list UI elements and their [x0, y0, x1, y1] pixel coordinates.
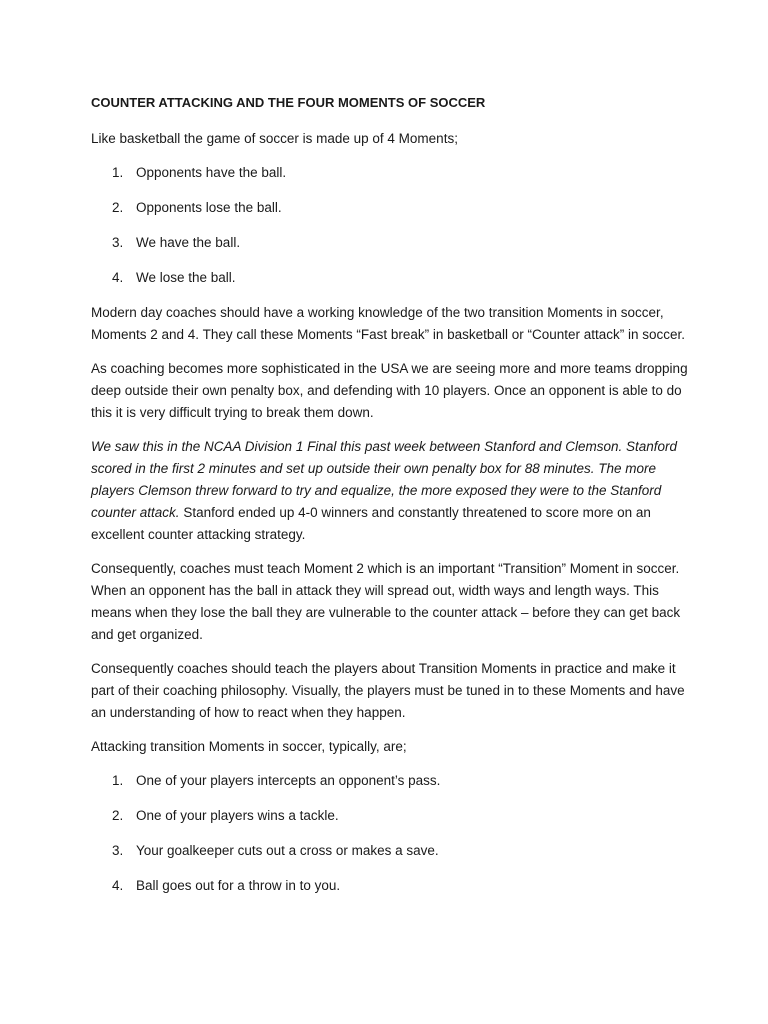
- list-number: 1.: [112, 165, 124, 180]
- list-item-text: Opponents have the ball.: [136, 165, 287, 180]
- list-item: [91, 805, 691, 827]
- list-number: 2.: [112, 200, 124, 215]
- list-item: [91, 232, 691, 254]
- list-number: 2.: [112, 808, 124, 823]
- italic-text: We saw this in the NCAA Division 1 Final this past week between Stanford and Clemson. Stanford scored in the first 2 minutes and set up outside their own penalty box for 88 minutes. The more players Clemson threw forward to try and equalize, the more exposed they were to the Stanford counter attack.: [91, 439, 678, 520]
- list-item: [91, 840, 691, 862]
- document-title: COUNTER ATTACKING AND THE FOUR MOMENTS OF SOCCER: [91, 95, 486, 110]
- intro-paragraph: Like basketball the game of soccer is made up of 4 Moments;: [91, 131, 458, 146]
- list-item-text: One of your players wins a tackle.: [136, 808, 339, 823]
- paragraph-attacking-transitions: Attacking transition Moments in soccer, typically, are;: [91, 739, 407, 754]
- list-item: [91, 162, 691, 184]
- list-number: 4.: [112, 878, 124, 893]
- paragraph-transition-moments: Modern day coaches should have a working knowledge of the two transition Moments in soccer, Moments 2 and 4. They call these Moments “Fast break” in basketball or “Counter attack” in soccer.: [91, 305, 686, 342]
- document-page: [91, 92, 691, 910]
- paragraph-moment-two: Consequently, coaches must teach Moment 2 which is an important “Transition” Moment in soccer. When an opponent has the ball in attack they will spread out, width ways and length ways. This means when they lose the ball they are vulnerable to the counter attack – before they can get back and get organized.: [91, 561, 681, 642]
- list-number: 3.: [112, 235, 124, 250]
- list-item-text: One of your players intercepts an opponent’s pass.: [136, 773, 441, 788]
- paragraph-coaching-usa: As coaching becomes more sophisticated in the USA we are seeing more and more teams dropping deep outside their own penalty box, and defending with 10 players. Once an opponent is able to do this it is very difficult trying to break them down.: [91, 361, 688, 420]
- transitions-list: [91, 770, 691, 897]
- list-number: 4.: [112, 270, 124, 285]
- list-item: [91, 770, 691, 792]
- list-item: [91, 875, 691, 897]
- list-item-text: Opponents lose the ball.: [136, 200, 282, 215]
- list-item-text: Your goalkeeper cuts out a cross or makes a save.: [136, 843, 439, 858]
- list-item-text: We have the ball.: [136, 235, 241, 250]
- list-item-text: Ball goes out for a throw in to you.: [136, 878, 341, 893]
- paragraph-coaching-philosophy: Consequently coaches should teach the players about Transition Moments in practice and make it part of their coaching philosophy. Visually, the players must be tuned in to these Moments and have an understanding of how to react when they happen.: [91, 661, 685, 720]
- paragraph-ncaa-final: [91, 436, 691, 546]
- list-item-text: We lose the ball.: [136, 270, 236, 285]
- list-number: 3.: [112, 843, 124, 858]
- list-item: [91, 267, 691, 289]
- normal-text: Stanford ended up 4-0 winners and constantly threatened to score more on an excellent counter attacking strategy.: [91, 505, 651, 542]
- list-number: 1.: [112, 773, 124, 788]
- list-item: [91, 197, 691, 219]
- moments-list: [91, 162, 691, 289]
